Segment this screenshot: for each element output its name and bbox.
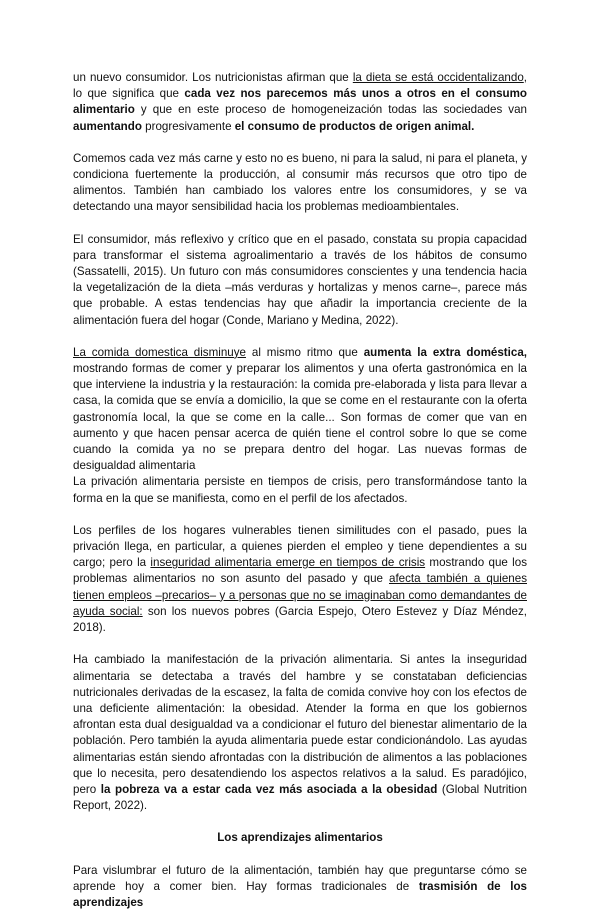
text-run: , lo que significa que	[73, 71, 527, 101]
text-run: progresivamente	[141, 119, 235, 133]
text-run: y que en este proceso de homogeneización todas las sociedades van	[134, 103, 527, 117]
section-heading: Los aprendizajes alimentarios	[217, 831, 383, 845]
bold-text: el consumo de productos de origen animal.	[234, 119, 475, 133]
text-run: Los perfiles de los hogares vulnerables tienen similitudes con el pasado, pues la privación llega, en particular, a quienes pierden el empleo y tiene dependientes a su cargo; pero la	[73, 523, 527, 570]
text-run: un nuevo consumidor. Los nutricionistas afirman que	[73, 71, 353, 84]
paragraph-1	[73, 70, 527, 135]
paragraph-5: La privación alimentaria persiste en tiempos de crisis, pero transformándose tanto la forma en la que se manifiesta, como en el perfil de los afectados.	[73, 475, 527, 505]
text-run: mostrando que los problemas alimentarios no son asunto del pasado y que	[73, 556, 527, 586]
paragraph-6	[73, 523, 527, 636]
underlined-text: afecta también a quienes tienen empleos –precarios– y a personas que no se imaginaban como demandantes de ayuda social:	[73, 572, 527, 618]
bold-text: cada vez nos parecemos más unos a otros en el consumo alimentario	[73, 87, 527, 117]
bold-text: aumenta la extra doméstica,	[363, 345, 528, 359]
text-run: (Global Nutrition Report, 2022).	[73, 782, 527, 813]
text-run: Para vislumbrar el futuro de la alimentación, también hay que preguntarse cómo se aprende hoy a comer bien. Hay formas tradicionales de	[73, 863, 527, 893]
bold-text: trasmisión de los aprendizajes	[73, 879, 527, 909]
paragraph-7	[73, 652, 527, 814]
text-run: al mismo ritmo que	[245, 345, 364, 359]
paragraph-4	[73, 345, 527, 475]
paragraph-3: El consumidor, más reflexivo y crítico que en el pasado, constata su propia capacidad para transformar el sistema agroalimentario a través de los hábitos de consumo (Sassatelli, 2015). Un futuro con más consumidores conscientes y una tendencia hacia la vegetalización de la dieta –más verduras y hortalizas y menos carne–, parece más que probable. A estas tendencias hay que añadir la importancia creciente de la alimentación fuera del hogar (Conde, Mariano y Medina, 2022).	[73, 232, 527, 327]
text-run: son los nuevos pobres (Garcia Espejo, Otero Estevez y Díaz Méndez, 2018).	[73, 604, 527, 635]
underlined-text: La comida domestica disminuye	[73, 345, 246, 359]
underlined-text: inseguridad alimentaria emerge en tiempos de crisis	[150, 556, 426, 570]
paragraph-2: Comemos cada vez más carne y esto no es bueno, ni para la salud, ni para el planeta, y condiciona fuertemente la producción, al consumir más recursos que otro tipo de alimentos. También han cambiado los valores entre los consumidores, y se va detectando una mayor sensibilidad hacia los problemas medioambientales.	[73, 151, 527, 214]
underlined-text: la dieta se está occidentalizando	[352, 71, 524, 84]
text-run: Ha cambiado la manifestación de la privación alimentaria. Si antes la inseguridad alimentaria se detectaba a través del hambre y se constataban deficiencias nutricionales derivadas de la escasez, la falta de comida convive hoy con los efectos de una deficiente alimentación: la obesidad. Atender la forma en que los gobiernos afrontan esta dual desigualdad va a condicionar el futuro del bienestar alimentario de la población. Pero también la ayuda alimentaria puede estar condicionándolo. Las ayudas alimentarias están siendo afrontadas con la distribución de alimentos a las poblaciones que lo necesita, pero desatendiendo los aspectos relativos a la salud. Es paradójico, pero	[73, 653, 527, 796]
bold-text: la pobreza va a estar cada vez más asociada a la obesidad	[100, 782, 438, 796]
text-run: mostrando formas de comer y preparar los alimentos y una oferta gastronómica en la que interviene la industria y la restauración: la comida pre-elaborada y lista para llevar a casa, la comida que se envía a domicilio, la que se come en el restaurante con la oferta gastronomía local, la que se come en la calle... Son formas de comer que van en aumento y que hacen pensar acerca de quién tiene el control sobre lo que se come cuando la comida ya no se prepara dentro del hogar. Las nuevas formas de desigualdad alimentaria	[73, 362, 527, 473]
bold-text: aumentando	[73, 119, 142, 133]
paragraph-8	[73, 863, 527, 911]
